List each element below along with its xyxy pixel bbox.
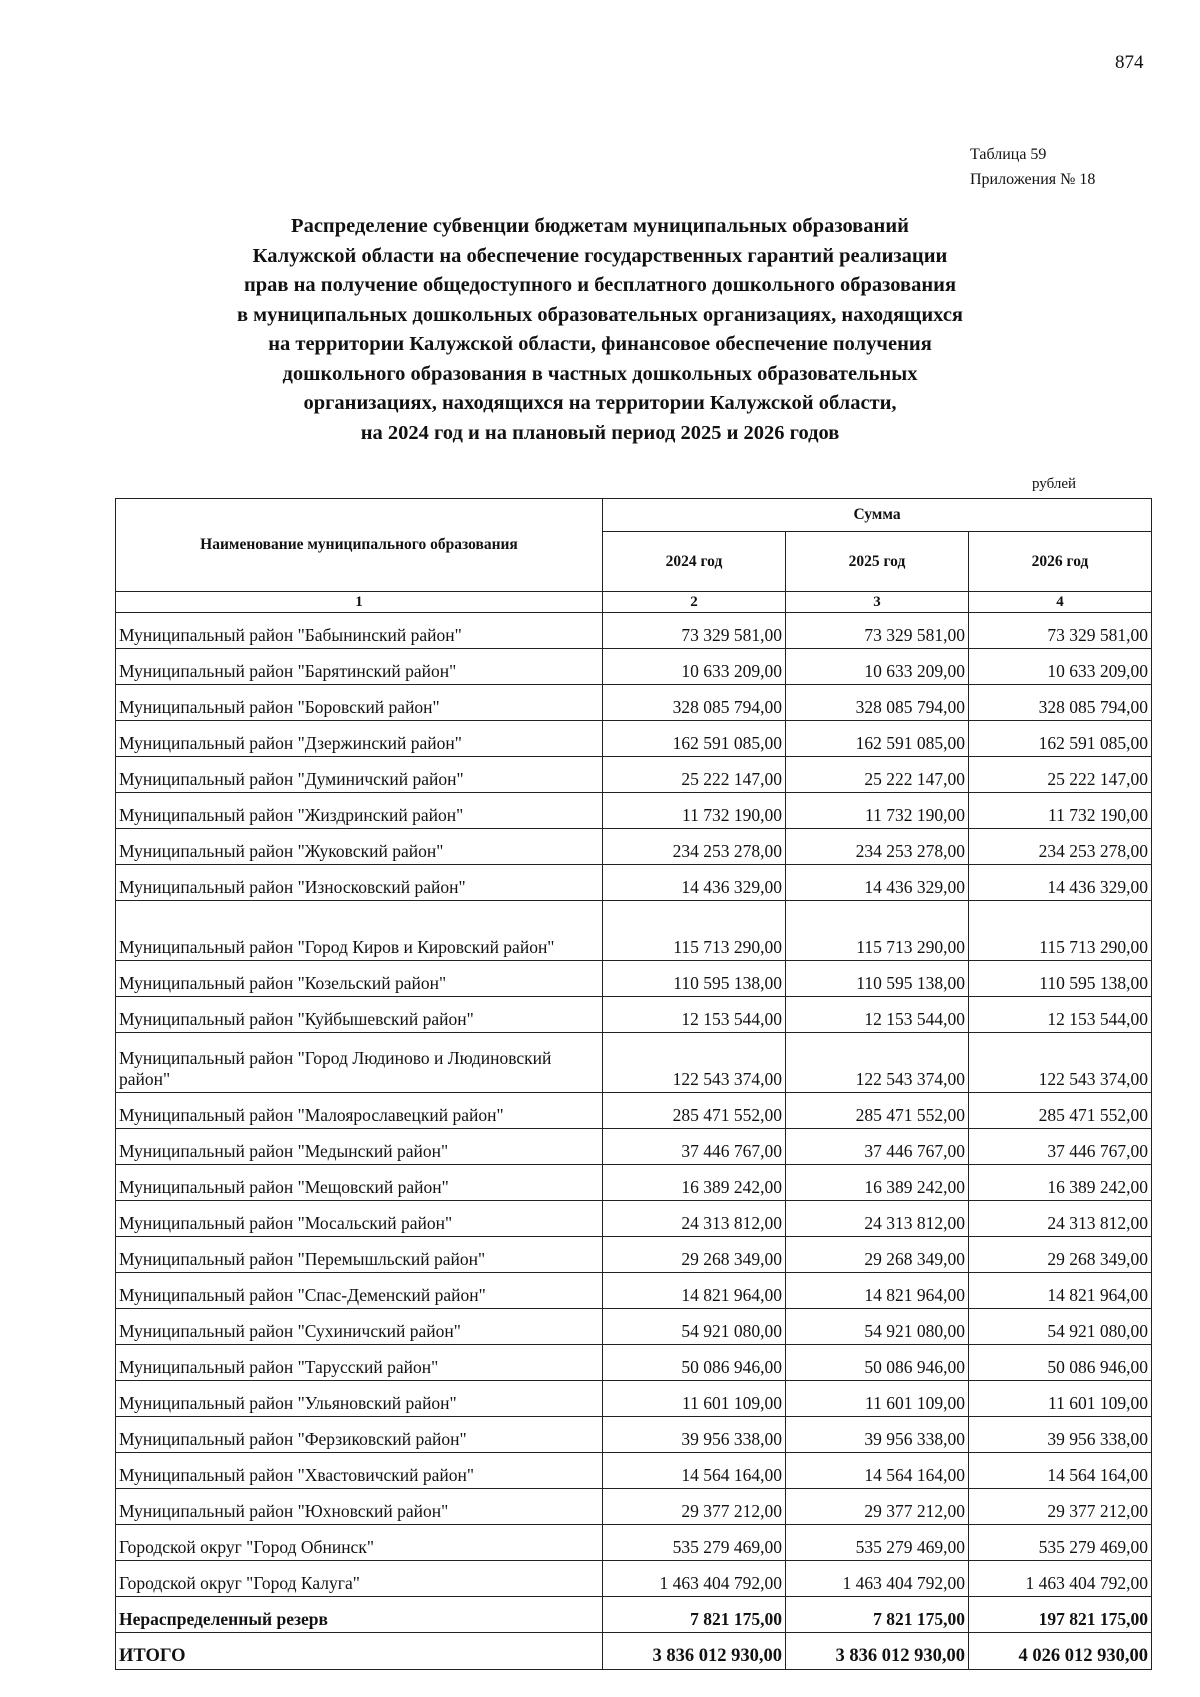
reserve-name: Нераспределенный резерв bbox=[116, 1597, 603, 1633]
amount-2025: 115 713 290,00 bbox=[786, 901, 969, 961]
table-row bbox=[116, 721, 1152, 757]
total-row bbox=[116, 1633, 1152, 1670]
table-row bbox=[116, 1273, 1152, 1309]
table-row bbox=[116, 1201, 1152, 1237]
table-row bbox=[116, 1237, 1152, 1273]
amount-2026: 115 713 290,00 bbox=[969, 901, 1152, 961]
amount-2025: 24 313 812,00 bbox=[786, 1201, 969, 1237]
amount-2024: 162 591 085,00 bbox=[603, 721, 786, 757]
amount-2024: 14 821 964,00 bbox=[603, 1273, 786, 1309]
title-line: организациях, находящихся на территории Калужской области, bbox=[303, 392, 897, 414]
total-2024: 3 836 012 930,00 bbox=[603, 1633, 786, 1670]
amount-2024: 110 595 138,00 bbox=[603, 961, 786, 997]
header-sum: Сумма bbox=[603, 499, 1152, 532]
title-line: Калужской области на обеспечение государственных гарантий реализации bbox=[252, 244, 948, 267]
header-year-2025: 2025 год bbox=[786, 532, 969, 592]
amount-2024: 11 732 190,00 bbox=[603, 793, 786, 829]
amount-2025: 11 732 190,00 bbox=[786, 793, 969, 829]
table-row bbox=[116, 757, 1152, 793]
table-row bbox=[116, 1417, 1152, 1453]
amount-2026: 25 222 147,00 bbox=[969, 757, 1152, 793]
amount-2024: 234 253 278,00 bbox=[603, 829, 786, 865]
amount-2026: 328 085 794,00 bbox=[969, 685, 1152, 721]
municipality-name: Городской округ "Город Обнинск" bbox=[116, 1525, 603, 1561]
municipality-name: Муниципальный район "Сухиничский район" bbox=[116, 1309, 603, 1345]
amount-2025: 285 471 552,00 bbox=[786, 1093, 969, 1129]
municipality-name: Муниципальный район "Тарусский район" bbox=[116, 1345, 603, 1381]
total-2026: 4 026 012 930,00 bbox=[969, 1633, 1152, 1670]
amount-2025: 14 564 164,00 bbox=[786, 1453, 969, 1489]
table-row bbox=[116, 1525, 1152, 1561]
amount-2025: 110 595 138,00 bbox=[786, 961, 969, 997]
amount-2024: 39 956 338,00 bbox=[603, 1417, 786, 1453]
amount-2025: 39 956 338,00 bbox=[786, 1417, 969, 1453]
amount-2026: 24 313 812,00 bbox=[969, 1201, 1152, 1237]
table-row bbox=[116, 1561, 1152, 1597]
annex-table-number: Таблица 59 bbox=[970, 146, 1047, 163]
amount-2026: 73 329 581,00 bbox=[969, 613, 1152, 649]
municipality-name: Муниципальный район "Жиздринский район" bbox=[116, 793, 603, 829]
table-row bbox=[116, 1489, 1152, 1525]
amount-2024: 24 313 812,00 bbox=[603, 1201, 786, 1237]
amount-2026: 535 279 469,00 bbox=[969, 1525, 1152, 1561]
amount-2024: 50 086 946,00 bbox=[603, 1345, 786, 1381]
reserve-2026: 197 821 175,00 bbox=[969, 1597, 1152, 1633]
amount-2025: 12 153 544,00 bbox=[786, 997, 969, 1033]
title-line: дошкольного образования в частных дошкольных образовательных bbox=[282, 362, 918, 385]
amount-2025: 14 821 964,00 bbox=[786, 1273, 969, 1309]
amount-2026: 10 633 209,00 bbox=[969, 649, 1152, 685]
amount-2026: 14 564 164,00 bbox=[969, 1453, 1152, 1489]
header-year-2026: 2026 год bbox=[969, 532, 1152, 592]
municipality-name: Муниципальный район "Город Киров и Кировский район" bbox=[116, 901, 603, 961]
amount-2024: 14 564 164,00 bbox=[603, 1453, 786, 1489]
amount-2024: 1 463 404 792,00 bbox=[603, 1561, 786, 1597]
municipality-name: Муниципальный район "Дзержинский район" bbox=[116, 721, 603, 757]
amount-2026: 29 377 212,00 bbox=[969, 1489, 1152, 1525]
amount-2026: 50 086 946,00 bbox=[969, 1345, 1152, 1381]
table-row bbox=[116, 1129, 1152, 1165]
title-line: на территории Калужской области, финансовое обеспечение получения bbox=[268, 333, 932, 355]
amount-2025: 328 085 794,00 bbox=[786, 685, 969, 721]
table-row bbox=[116, 685, 1152, 721]
amount-2024: 25 222 147,00 bbox=[603, 757, 786, 793]
amount-2026: 29 268 349,00 bbox=[969, 1237, 1152, 1273]
amount-2024: 29 377 212,00 bbox=[603, 1489, 786, 1525]
municipality-name: Муниципальный район "Износковский район" bbox=[116, 865, 603, 901]
municipality-name: Муниципальный район "Город Людиново и Людиновский район" bbox=[116, 1033, 603, 1093]
amount-2025: 122 543 374,00 bbox=[786, 1033, 969, 1093]
reserve-2024: 7 821 175,00 bbox=[603, 1597, 786, 1633]
municipality-name: Муниципальный район "Козельский район" bbox=[116, 961, 603, 997]
amount-2024: 10 633 209,00 bbox=[603, 649, 786, 685]
municipality-name: Муниципальный район "Бабынинский район" bbox=[116, 613, 603, 649]
table-row bbox=[116, 1453, 1152, 1489]
amount-2024: 285 471 552,00 bbox=[603, 1093, 786, 1129]
municipality-name: Муниципальный район "Ульяновский район" bbox=[116, 1381, 603, 1417]
header-name: Наименование муниципального образования bbox=[116, 499, 603, 592]
amount-2025: 10 633 209,00 bbox=[786, 649, 969, 685]
amount-2026: 234 253 278,00 bbox=[969, 829, 1152, 865]
amount-2025: 29 377 212,00 bbox=[786, 1489, 969, 1525]
annex-reference bbox=[970, 142, 1095, 192]
amount-2025: 1 463 404 792,00 bbox=[786, 1561, 969, 1597]
municipality-name: Муниципальный район "Куйбышевский район" bbox=[116, 997, 603, 1033]
municipality-name: Муниципальный район "Боровский район" bbox=[116, 685, 603, 721]
table-row bbox=[116, 961, 1152, 997]
table-row bbox=[116, 1309, 1152, 1345]
amount-2025: 16 389 242,00 bbox=[786, 1165, 969, 1201]
title-line: на 2024 год и на плановый период 2025 и 2026 годов bbox=[360, 421, 840, 444]
amount-2026: 11 601 109,00 bbox=[969, 1381, 1152, 1417]
amount-2026: 110 595 138,00 bbox=[969, 961, 1152, 997]
amount-2024: 16 389 242,00 bbox=[603, 1165, 786, 1201]
amount-2025: 54 921 080,00 bbox=[786, 1309, 969, 1345]
amount-2025: 25 222 147,00 bbox=[786, 757, 969, 793]
title-line: прав на получение общедоступного и бесплатного дошкольного образования bbox=[243, 274, 957, 296]
table-row bbox=[116, 613, 1152, 649]
amount-2025: 535 279 469,00 bbox=[786, 1525, 969, 1561]
table-row bbox=[116, 829, 1152, 865]
column-number: 3 bbox=[786, 592, 969, 613]
amount-2026: 37 446 767,00 bbox=[969, 1129, 1152, 1165]
amount-2026: 14 436 329,00 bbox=[969, 865, 1152, 901]
amount-2024: 29 268 349,00 bbox=[603, 1237, 786, 1273]
units-label: рублей bbox=[1032, 476, 1077, 492]
municipality-name: Муниципальный район "Мещовский район" bbox=[116, 1165, 603, 1201]
total-name: ИТОГО bbox=[116, 1633, 603, 1670]
municipality-name: Муниципальный район "Малоярославецкий район" bbox=[116, 1093, 603, 1129]
column-number: 1 bbox=[116, 592, 603, 613]
table-row bbox=[116, 1345, 1152, 1381]
amount-2025: 14 436 329,00 bbox=[786, 865, 969, 901]
municipality-name: Муниципальный район "Барятинский район" bbox=[116, 649, 603, 685]
table-row bbox=[116, 1093, 1152, 1129]
amount-2026: 54 921 080,00 bbox=[969, 1309, 1152, 1345]
header-year-2024: 2024 год bbox=[603, 532, 786, 592]
page-number: 874 bbox=[1115, 52, 1144, 73]
amount-2026: 16 389 242,00 bbox=[969, 1165, 1152, 1201]
table-row bbox=[116, 901, 1152, 961]
municipality-name: Муниципальный район "Спас-Деменский район" bbox=[116, 1273, 603, 1309]
amount-2025: 73 329 581,00 bbox=[786, 613, 969, 649]
amount-2025: 50 086 946,00 bbox=[786, 1345, 969, 1381]
reserve-row bbox=[116, 1597, 1152, 1633]
total-2025: 3 836 012 930,00 bbox=[786, 1633, 969, 1670]
municipality-name: Муниципальный район "Ферзиковский район" bbox=[116, 1417, 603, 1453]
table-row bbox=[116, 1165, 1152, 1201]
table-row bbox=[116, 865, 1152, 901]
subvention-table bbox=[115, 498, 1152, 1670]
amount-2026: 122 543 374,00 bbox=[969, 1033, 1152, 1093]
amount-2024: 535 279 469,00 bbox=[603, 1525, 786, 1561]
amount-2025: 37 446 767,00 bbox=[786, 1129, 969, 1165]
table-body bbox=[116, 613, 1152, 1597]
table-row bbox=[116, 997, 1152, 1033]
table-row bbox=[116, 793, 1152, 829]
municipality-name: Муниципальный район "Мосальский район" bbox=[116, 1201, 603, 1237]
amount-2024: 12 153 544,00 bbox=[603, 997, 786, 1033]
amount-2025: 11 601 109,00 bbox=[786, 1381, 969, 1417]
amount-2024: 37 446 767,00 bbox=[603, 1129, 786, 1165]
amount-2024: 14 436 329,00 bbox=[603, 865, 786, 901]
annex-appendix-number: Приложения № 18 bbox=[970, 171, 1096, 188]
amount-2024: 54 921 080,00 bbox=[603, 1309, 786, 1345]
municipality-name: Городской округ "Город Калуга" bbox=[116, 1561, 603, 1597]
title-line: Распределение субвенции бюджетам муниципальных образований bbox=[291, 215, 909, 237]
table-row bbox=[116, 1033, 1152, 1093]
amount-2026: 12 153 544,00 bbox=[969, 997, 1152, 1033]
amount-2026: 1 463 404 792,00 bbox=[969, 1561, 1152, 1597]
table-row bbox=[116, 1381, 1152, 1417]
municipality-name: Муниципальный район "Хвастовичский район" bbox=[116, 1453, 603, 1489]
document-title bbox=[150, 212, 1050, 448]
column-number: 2 bbox=[603, 592, 786, 613]
municipality-name: Муниципальный район "Медынский район" bbox=[116, 1129, 603, 1165]
table-row bbox=[116, 649, 1152, 685]
reserve-2025: 7 821 175,00 bbox=[786, 1597, 969, 1633]
amount-2024: 73 329 581,00 bbox=[603, 613, 786, 649]
municipality-name: Муниципальный район "Юхновский район" bbox=[116, 1489, 603, 1525]
title-line: в муниципальных дошкольных образовательных организациях, находящихся bbox=[236, 303, 964, 326]
amount-2024: 122 543 374,00 bbox=[603, 1033, 786, 1093]
municipality-name: Муниципальный район "Перемышльский район" bbox=[116, 1237, 603, 1273]
amount-2025: 234 253 278,00 bbox=[786, 829, 969, 865]
amount-2024: 328 085 794,00 bbox=[603, 685, 786, 721]
amount-2025: 162 591 085,00 bbox=[786, 721, 969, 757]
amount-2024: 115 713 290,00 bbox=[603, 901, 786, 961]
amount-2026: 39 956 338,00 bbox=[969, 1417, 1152, 1453]
amount-2025: 29 268 349,00 bbox=[786, 1237, 969, 1273]
municipality-name: Муниципальный район "Думиничский район" bbox=[116, 757, 603, 793]
amount-2024: 11 601 109,00 bbox=[603, 1381, 786, 1417]
column-number: 4 bbox=[969, 592, 1152, 613]
amount-2026: 162 591 085,00 bbox=[969, 721, 1152, 757]
column-number-row bbox=[116, 592, 1152, 613]
amount-2026: 285 471 552,00 bbox=[969, 1093, 1152, 1129]
municipality-name: Муниципальный район "Жуковский район" bbox=[116, 829, 603, 865]
amount-2026: 14 821 964,00 bbox=[969, 1273, 1152, 1309]
amount-2026: 11 732 190,00 bbox=[969, 793, 1152, 829]
